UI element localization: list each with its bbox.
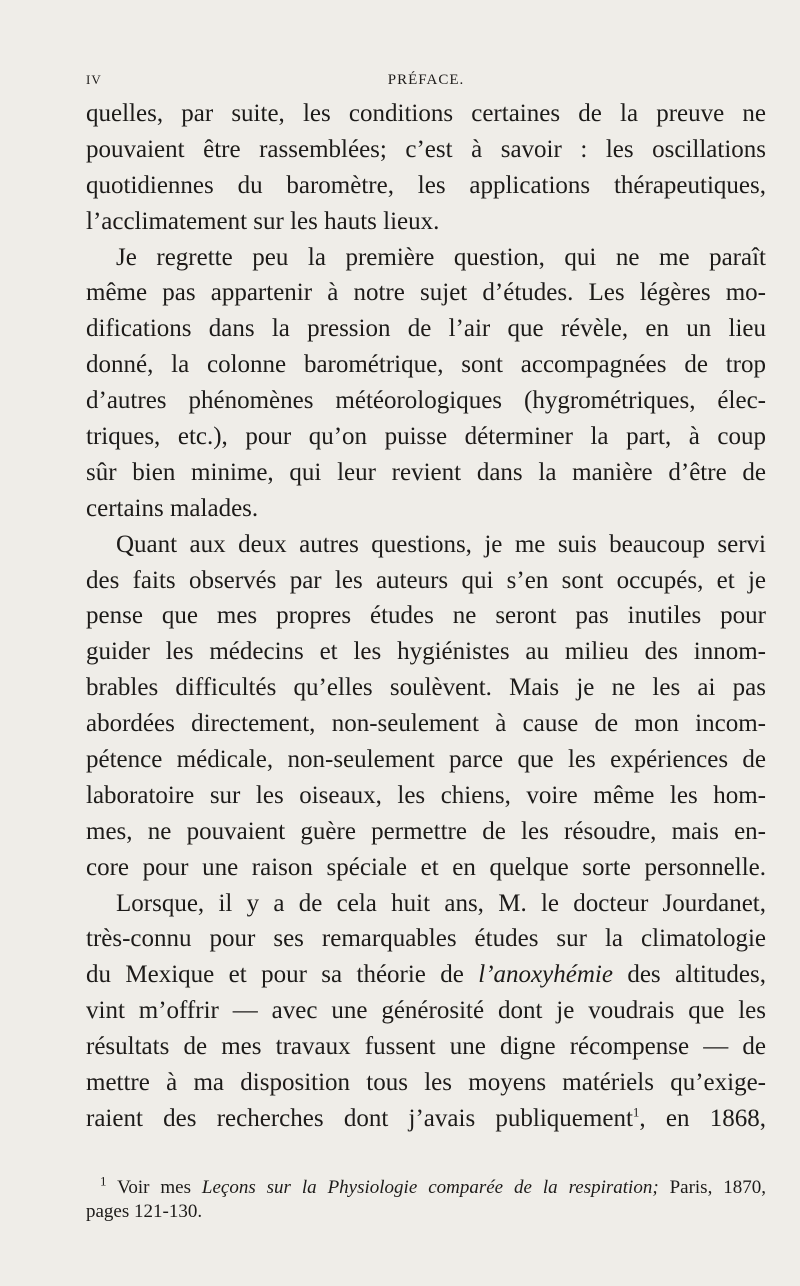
body-text (86, 96, 766, 1137)
running-title: PRÉFACE. (387, 72, 465, 88)
footnote-reference[interactable]: 1 (632, 1104, 640, 1120)
text-line: même pas appartenir à notre sujet d’études. Les légères mo- (86, 279, 766, 307)
footnote-mark: 1 (100, 1173, 107, 1189)
text-line (86, 957, 766, 993)
text-line: Je regrette peu la première question, qui ne me paraît (116, 243, 766, 271)
text-line: triques, etc.), pour qu’on puisse déterminer la part, à coup (86, 423, 766, 451)
text-line: d’autres phénomènes météorologiques (hygrométriques, élec- (86, 387, 766, 415)
text-segment: du Mexique et pour sa théorie de (86, 961, 479, 989)
text-line: brables difficultés qu’elles soulèvent. Mais je ne les ai pas (86, 674, 766, 702)
footnote-line: pages 121-130. (86, 1201, 203, 1222)
footnote-lead: Voir mes (106, 1177, 202, 1198)
text-line: donné, la colonne barométrique, sont accompagnées de trop (86, 351, 766, 379)
text-line: résultats de mes travaux fussent une digne récompense — de (86, 1033, 766, 1061)
text-line: mettre à ma disposition tous les moyens matériels qu’exige- (86, 1069, 766, 1097)
text-line: pétence médicale, non-seulement parce que les expériences de (86, 746, 766, 774)
text-line: certains malades. (86, 494, 259, 522)
text-line: Quant aux deux autres questions, je me suis beaucoup servi (116, 530, 766, 558)
text-segment: raient des recherches dont j’avais publiquement (86, 1104, 633, 1132)
text-line: core pour une raison spéciale et en quelque sorte personnelle. (86, 853, 766, 881)
text-line: pouvaient être rassemblées; c’est à savoir : les oscillations (86, 135, 766, 163)
text-segment: des altitudes, (612, 961, 766, 989)
text-line: difications dans la pression de l’air que révèle, en un lieu (86, 315, 766, 343)
text-line: vint m’offrir — avec une générosité dont je voudrais que les (86, 997, 766, 1025)
text-line (86, 1101, 766, 1137)
page-number: IV (86, 72, 102, 87)
text-segment: , en 1868, (639, 1104, 766, 1132)
page-header (86, 72, 766, 94)
text-line: laboratoire sur les oiseaux, les chiens, voire même les hom- (86, 781, 766, 809)
text-line: quelles, par suite, les conditions certaines de la preuve ne (86, 100, 766, 127)
text-line: mes, ne pouvaient guère permettre de les résoudre, mais en- (86, 817, 766, 845)
footnote-title: Leçons sur la Physiologie comparée de la respiration; (201, 1177, 659, 1198)
text-line: abordées directement, non-seulement à cause de mon incom- (86, 710, 766, 738)
footnote-tail: Paris, 1870, (658, 1177, 766, 1198)
footnote-line (86, 1173, 766, 1200)
italic-term: l’anoxyhémie (478, 961, 613, 989)
text-line: Lorsque, il y a de cela huit ans, M. le docteur Jourdanet, (116, 889, 766, 917)
text-line: guider les médecins et les hygiénistes au milieu des innom- (86, 638, 766, 666)
text-line: l’acclimatement sur les hauts lieux. (86, 207, 440, 235)
footnote (86, 1173, 766, 1224)
text-line: quotidiennes du baromètre, les applications thérapeutiques, (86, 171, 766, 199)
text-line: très-connu pour ses remarquables études sur la climatologie (86, 925, 766, 953)
text-line: sûr bien minime, qui leur revient dans la manière d’être de (86, 458, 766, 486)
text-line: des faits observés par les auteurs qui s’en sont occupés, et je (86, 566, 766, 594)
text-line: pense que mes propres études ne seront pas inutiles pour (86, 602, 766, 630)
